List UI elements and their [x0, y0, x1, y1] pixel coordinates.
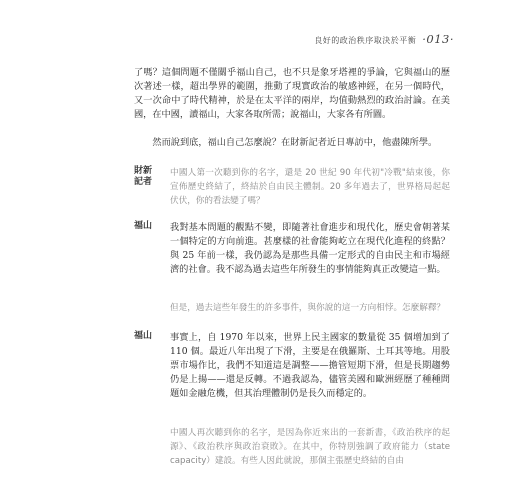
speaker-label-fukuyama-2: 福山 [134, 331, 153, 341]
answer-2: 事實上，自 1970 年以來，世界上民主國家的數量從 35 個增加到了 110 個。最近八年出現了下滑，主要是在俄羅斯、土耳其等地。用股票市場作比，我們不知道這是調整——擔管短期下滑，但是長期趨勢仍是上揚——還是反轉。不過我認為，儘管美國和歐洲經歷了種種問題如金融危機，但其治理體制仍是長久而穩定的。 [170, 332, 450, 399]
running-header-title: 良好的政治秩序取決於平衡 [314, 36, 417, 45]
answer-1: 我對基本問題的觀點不變，即隨著社會進步和現代化，歷史會朝著某一個特定的方向前進。甚麼樣的社會能夠屹立在現代化進程的終點？與 25 年前一樣，我仍認為是那些具備一定形式的自由民主和市場經濟的社會。我不認為過去這些年所發生的事情能夠真正改變這一點。 [170, 222, 450, 275]
speaker-label-caixin-line1: 財新 [134, 166, 153, 176]
running-header [314, 32, 454, 46]
question-1: 中國人第一次聽到你的名字，還是 20 世紀 90 年代初"冷戰"結束後，你宣佈歷史終結了，終結於自由民主體制。20 多年過去了，世界格局起起伏伏，你的看法變了嗎？ [170, 168, 450, 206]
intro-paragraph-2: 然而說到底，福山自己怎麼說？在財新記者近日專訪中，他盡陳所學。 [152, 137, 438, 148]
speaker-label-caixin [134, 166, 162, 188]
speaker-label-caixin-line2: 記者 [134, 177, 153, 187]
speaker-label-fukuyama: 福山 [134, 221, 153, 231]
intro-paragraph-1: 了嗎？這個問題不僅關乎福山自己，也不只是象牙塔裡的爭論，它與福山的歷次著述一樣，超出學界的範圍，推動了現實政治的敏感神經，在另一個時代，又一次命中了時代精神，於是在太平洋的兩岸，均值動熱烈的政治討論。在美國，在中國，讀福山，大家各取所需；說福山，大家各有所圖。 [134, 67, 450, 120]
page-number: ·013· [422, 32, 454, 46]
question-3: 中國人再次聽到你的名字，是因為你近來出的一套新書，《政治秩序的起源》、《政治秩序與政治衰敗》。在其中，你特別強調了政府能力（state capacity）建設。有些人因此就說，那個主張歷史終結的自由 [170, 428, 450, 466]
question-2: 但是，過去這些年發生的許多事件，與你說的這一方向相悖。怎麼解釋？ [170, 303, 446, 313]
